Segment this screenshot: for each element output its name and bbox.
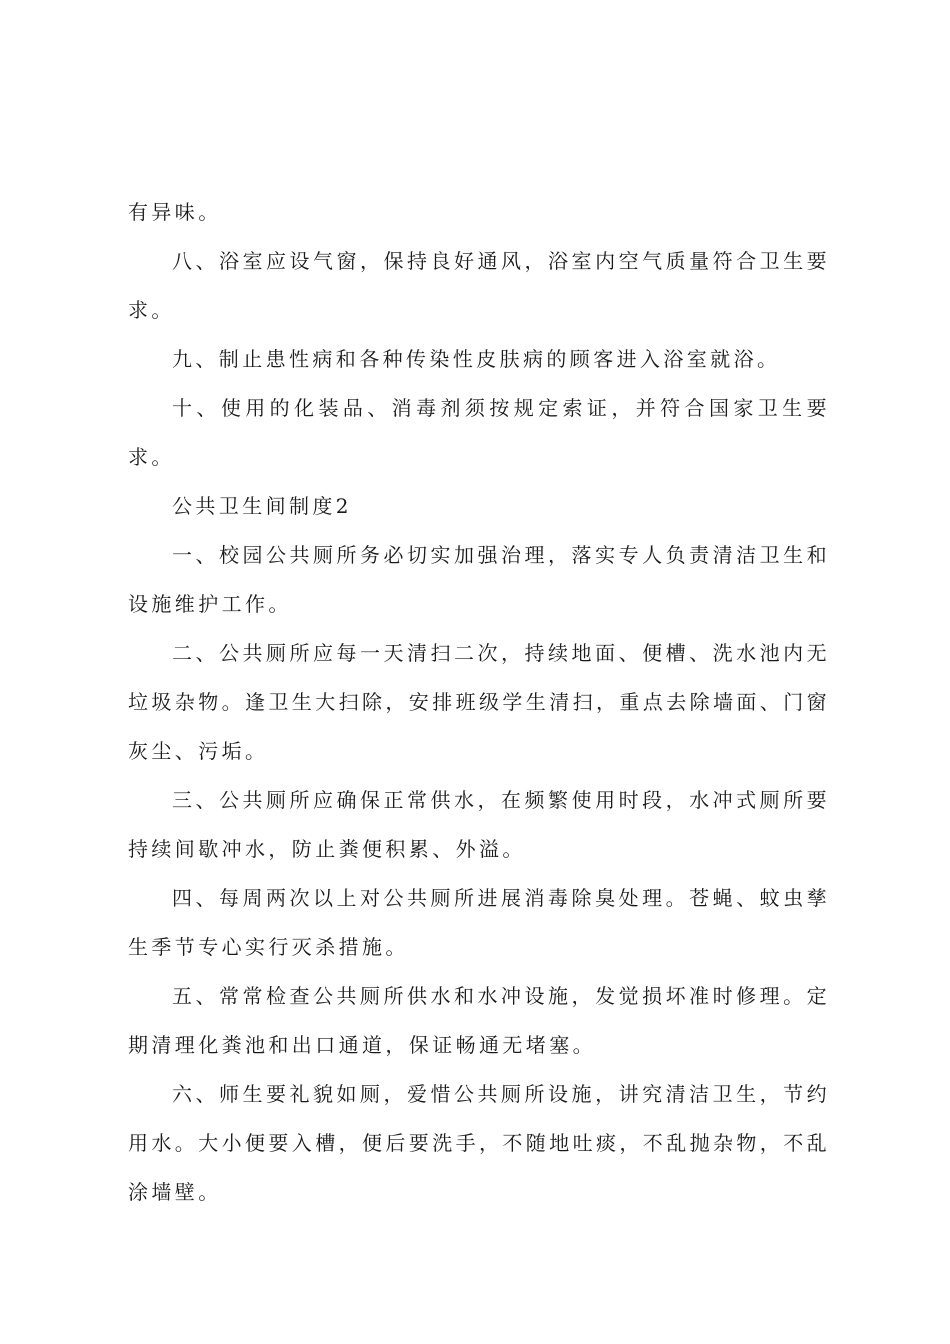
paragraph-item-10: 十、使用的化装品、消毒剂须按规定索证，并符合国家卫生要求。 bbox=[128, 396, 830, 469]
paragraph-item-3: 三、公共厕所应确保正常供水，在频繁使用时段，水冲式厕所要持续间歇冲水，防止粪便积累、外溢。 bbox=[128, 788, 830, 861]
paragraph-item-4: 四、每周两次以上对公共厕所进展消毒除臭处理。苍蝇、蚊虫孳生季节专心实行灭杀措施。 bbox=[128, 886, 830, 959]
paragraph-item-6: 六、师生要礼貌如厕，爱惜公共厕所设施，讲究清洁卫生，节约用水。大小便要入槽，便后要洗手，不随地吐痰，不乱抛杂物，不乱涂墙壁。 bbox=[128, 1082, 830, 1204]
paragraph-item-2: 二、公共厕所应每一天清扫二次，持续地面、便槽、洗水池内无垃圾杂物。逢卫生大扫除，安排班级学生清扫，重点去除墙面、门窗灰尘、污垢。 bbox=[128, 641, 830, 763]
document-body bbox=[128, 188, 830, 1217]
paragraph-continuation: 有异味。 bbox=[128, 200, 222, 224]
paragraph-item-1: 一、校园公共厕所务必切实加强治理，落实专人负责清洁卫生和设施维护工作。 bbox=[128, 543, 830, 616]
section-heading: 公共卫生间制度2 bbox=[172, 494, 352, 518]
paragraph-item-8: 八、浴室应设气窗，保持良好通风，浴室内空气质量符合卫生要求。 bbox=[128, 249, 830, 322]
paragraph-item-9: 九、制止患性病和各种传染性皮肤病的顾客进入浴室就浴。 bbox=[172, 347, 781, 371]
paragraph-item-5: 五、常常检查公共厕所供水和水冲设施，发觉损坏准时修理。定期清理化粪池和出口通道，保证畅通无堵塞。 bbox=[128, 984, 830, 1057]
